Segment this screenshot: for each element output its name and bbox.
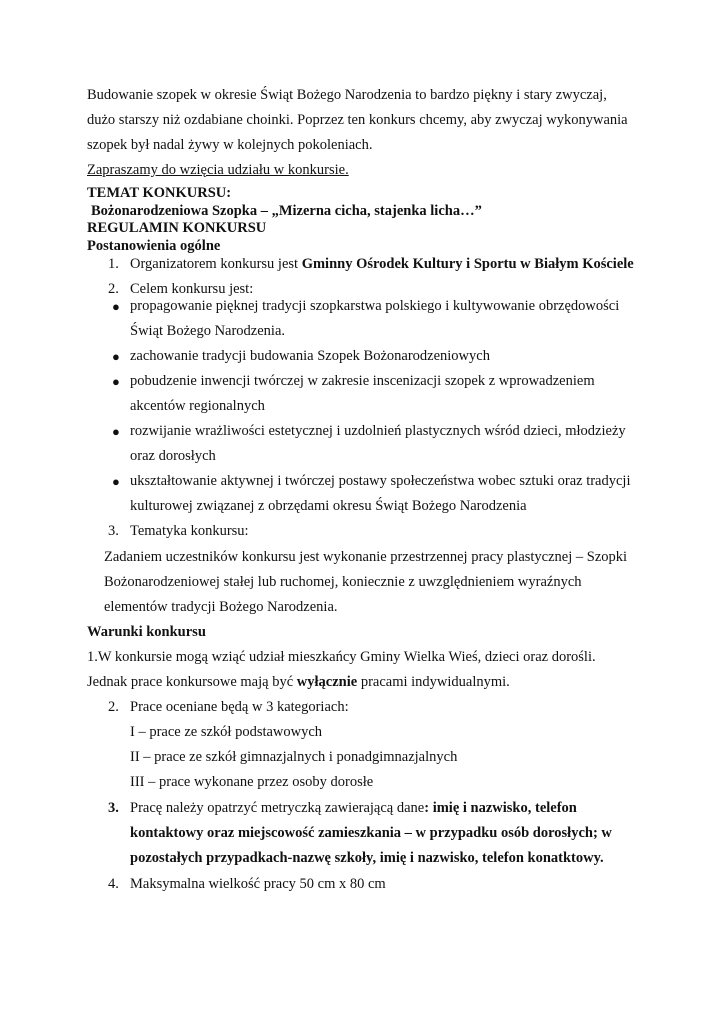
rule-1-text-plain: Organizatorem konkursu jest (130, 256, 302, 272)
bullet-marker: ● (112, 374, 120, 389)
category-2: II – prace ze szkół gimnazjalnych i ponadgimnazjalnych (130, 749, 458, 765)
general-provisions-heading: Postanowienia ogólne (87, 238, 221, 254)
bullet-4-line-1: rozwijanie wrażliwości estetycznej i uzdolnień plastycznych wśród dzieci, młodzieży (130, 423, 626, 439)
theme-title: Bożonarodzeniowa Szopka – „Mizerna cicha, stajenka licha…” (91, 203, 482, 219)
condition-3-required-data: : imię i nazwisko, telefon (424, 800, 577, 816)
bullet-marker: ● (112, 474, 120, 489)
bullet-3-line-1: pobudzenie inwencji twórczej w zakresie inscenizacji szopek z wprowadzeniem (130, 373, 595, 389)
condition-1-note-pre: Jednak prace konkursowe mają być (87, 674, 297, 690)
condition-3-line-2: kontaktowy oraz miejscowość zamieszkania – w przypadku osób dorosłych; w (130, 825, 612, 841)
rule-2-number: 2. (108, 281, 119, 297)
intro-line-3: szopek był nadal żywy w kolejnych pokoleniach. (87, 137, 373, 153)
rule-3-number: 3. (108, 523, 119, 539)
bullet-4-line-2: oraz dorosłych (130, 448, 216, 464)
bullet-5-line-1: ukształtowanie aktywnej i twórczej postawy społeczeństwa wobec sztuki oraz tradycji (130, 473, 631, 489)
condition-3-number: 3. (108, 800, 119, 816)
condition-1: 1.W konkursie mogą wziąć udział mieszkańcy Gminy Wielka Wieś, dzieci oraz dorośli. (87, 649, 596, 665)
bullet-5-line-2: kulturowej związanej z obrzędami okresu Świąt Bożego Narodzenia (130, 498, 527, 514)
theme-heading: TEMAT KONKURSU: (87, 185, 232, 201)
bullet-1-line-2: Świąt Bożego Narodzenia. (130, 323, 286, 339)
category-1: I – prace ze szkół podstawowych (130, 724, 323, 740)
condition-3-line-1 (130, 799, 577, 817)
conditions-heading: Warunki konkursu (87, 624, 206, 640)
intro-invitation: Zapraszamy do wzięcia udziału w konkursie. (87, 162, 349, 178)
rule-1-text (130, 255, 634, 273)
condition-2-number: 2. (108, 699, 119, 715)
bullet-marker: ● (112, 299, 120, 314)
bullet-1-line-1: propagowanie pięknej tradycji szopkarstwa polskiego i kultywowanie obrzędowości (130, 298, 620, 314)
rule-1-organizer: Gminny Ośrodek Kultury i Sportu w Białym Kościele (301, 256, 634, 272)
category-3: III – prace wykonane przez osoby dorosłe (130, 774, 374, 790)
condition-1-note-post: pracami indywidualnymi. (357, 674, 510, 690)
intro-line-1: Budowanie szopek w okresie Świąt Bożego Narodzenia to bardzo piękny i stary zwyczaj, (87, 87, 607, 103)
theme-description-line-3: elementów tradycji Bożego Narodzenia. (104, 599, 338, 615)
condition-3-line-3: pozostałych przypadkach-nazwę szkoły, imię i nazwisko, telefon konatktowy. (130, 850, 604, 866)
theme-description-line-2: Bożonarodzeniowej stałej lub ruchomej, koniecznie z uwzględnieniem wyraźnych (104, 574, 582, 590)
bullet-marker: ● (112, 349, 120, 364)
intro-line-2: dużo starszy niż ozdabiane choinki. Poprzez ten konkurs chcemy, aby zwyczaj wykonywania (87, 112, 628, 128)
condition-4-text: Maksymalna wielkość pracy 50 cm x 80 cm (130, 876, 386, 892)
bullet-marker: ● (112, 424, 120, 439)
condition-4-number: 4. (108, 876, 119, 892)
condition-3-pre: Pracę należy opatrzyć metryczką zawierającą dane (130, 800, 425, 816)
theme-description-line-1: Zadaniem uczestników konkursu jest wykonanie przestrzennej pracy plastycznej – Szopki (104, 549, 628, 565)
rule-2-text: Celem konkursu jest: (130, 281, 254, 297)
condition-1-note-emphasis: wyłącznie (296, 674, 358, 690)
rules-heading: REGULAMIN KONKURSU (87, 220, 267, 236)
condition-1-note (87, 673, 510, 691)
rule-3-text: Tematyka konkursu: (130, 523, 249, 539)
rule-1-number: 1. (108, 256, 119, 272)
bullet-3-line-2: akcentów regionalnych (130, 398, 265, 414)
condition-2-text: Prace oceniane będą w 3 kategoriach: (130, 699, 349, 715)
bullet-2-line-1: zachowanie tradycji budowania Szopek Bożonarodzeniowych (130, 348, 490, 364)
